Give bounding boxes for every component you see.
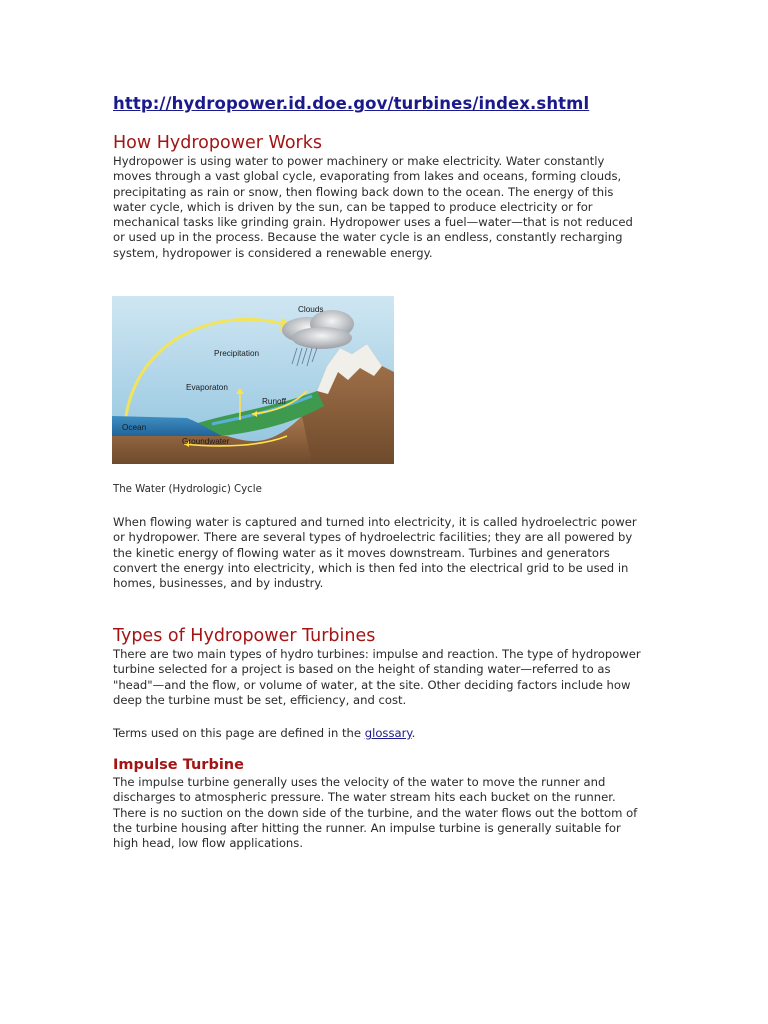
water-cycle-illustration [112,296,394,464]
label-runoff: Runoff [262,397,286,406]
glossary-suffix: . [411,726,416,740]
glossary-sentence [113,726,641,741]
label-groundwater: Groundwater [182,437,230,446]
source-url-link[interactable]: http://hydropower.id.doe.gov/turbines/index.shtml [113,94,590,113]
label-evaporation: Evaporaton [186,383,228,392]
heading-how-hydropower-works: How Hydropower Works [113,133,322,153]
label-ocean: Ocean [122,423,147,432]
diagram-caption: The Water (Hydrologic) Cycle [113,484,262,495]
paragraph-hydroelectric-power: When flowing water is captured and turned into electricity, it is called hydroelectric power or hydropower. There are several types of hydroelectric facilities; they are all powered by the kinetic energy of flowing water as it moves downstream. Turbines and generators convert the energy into electricity, which is then fed into the electrical grid to be used in homes, businesses, and by industry. [113,515,637,591]
water-cycle-diagram [112,296,394,464]
paragraph-impulse-turbine: The impulse turbine generally uses the velocity of the water to move the runner and discharges to atmospheric pressure. The water stream hits each bucket on the runner. There is no suction on the down side of the turbine, and the water flows out the bottom of the turbine housing after hitting the runner. An impulse turbine is generally suitable for high head, low flow applications. [113,775,638,851]
heading-types-of-turbines: Types of Hydropower Turbines [113,626,376,646]
glossary-prefix: Terms used on this page are defined in the [113,726,365,740]
glossary-link[interactable]: glossary [364,726,412,740]
paragraph-how-hydropower-works: Hydropower is using water to power machinery or make electricity. Water constantly moves through a vast global cycle, evaporating from lakes and oceans, forming clouds, precipitating as rain or snow, then flowing back down to the ocean. The energy of this water cycle, which is driven by the sun, can be tapped to produce electricity or for mechanical tasks like grinding grain. Hydropower uses a fuel—water—that is not reduced or used up in the process. Because the water cycle is an endless, constantly recharging system, hydropower is considered a renewable energy. [113,154,633,260]
paragraph-types-of-turbines: There are two main types of hydro turbines: impulse and reaction. The type of hydropower turbine selected for a project is based on the height of standing water—referred to as "head"—and the flow, or volume of water, at the site. Other deciding factors include how deep the turbine must be set, efficiency, and cost. [113,647,641,707]
label-clouds: Clouds [298,305,324,314]
label-precipitation: Precipitation [214,349,260,358]
heading-impulse-turbine: Impulse Turbine [113,757,244,773]
